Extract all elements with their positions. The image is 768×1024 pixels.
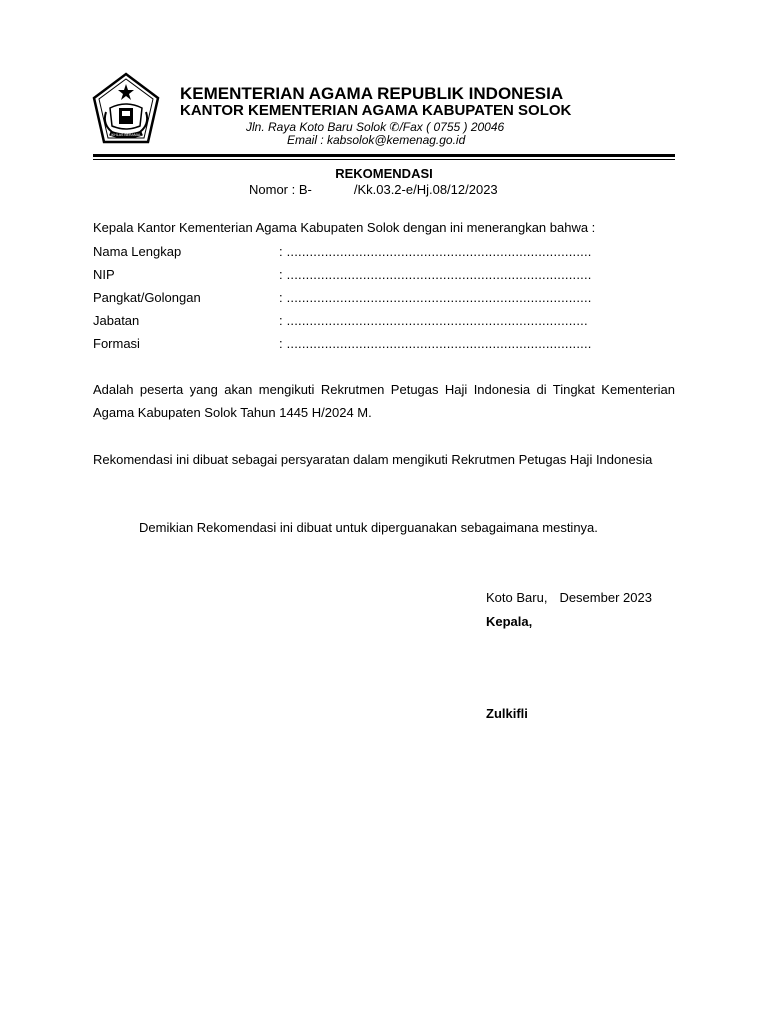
field-value-nip: : ................................................................................ xyxy=(279,267,592,282)
signature-name: Zulkifli xyxy=(486,706,528,721)
letterhead-divider-thin xyxy=(93,159,675,160)
ministry-name: KEMENTERIAN AGAMA REPUBLIK INDONESIA xyxy=(180,84,564,103)
field-label-name: Nama Lengkap xyxy=(93,244,182,259)
signature-position: Kepala, xyxy=(486,614,533,629)
field-value-rank: : ................................................................................ xyxy=(279,290,592,305)
document-number-prefix: Nomor : B- xyxy=(249,182,312,197)
signature-place-date xyxy=(486,590,652,605)
intro-text: Kepala Kantor Kementerian Agama Kabupaten Solok dengan ini menerangkan bahwa : xyxy=(93,220,596,235)
field-label-rank: Pangkat/Golongan xyxy=(93,290,201,305)
office-address: Jln. Raya Koto Baru Solok ✆/Fax ( 0755 ) 20046 xyxy=(246,120,505,134)
signature-place: Koto Baru, xyxy=(486,590,548,605)
purpose-statement: Rekomendasi ini dibuat sebagai persyaratan dalam mengikuti Rekrutmen Petugas Haji Indonesia xyxy=(93,452,653,467)
signature-date: Desember 2023 xyxy=(559,590,652,605)
field-label-formation: Formasi xyxy=(93,336,140,351)
field-label-position: Jabatan xyxy=(93,313,140,328)
office-email: Email : kabsolok@kemenag.go.id xyxy=(287,133,466,147)
participant-statement: Adalah peserta yang akan mengikuti Rekrutmen Petugas Haji Indonesia di Tingkat Kementerian Agama Kabupaten Solok Tahun 1445 H/2024 M. xyxy=(93,382,675,420)
office-name: KANTOR KEMENTERIAN AGAMA KABUPATEN SOLOK xyxy=(180,102,572,119)
letterhead-divider-thick xyxy=(93,154,675,157)
document-title: REKOMENDASI xyxy=(335,166,433,181)
field-value-formation: : ................................................................................ xyxy=(279,336,592,351)
field-value-name: : ................................................................................ xyxy=(279,244,592,259)
closing-statement: Demikian Rekomendasi ini dibuat untuk diperguanakan sebagaimana mestinya. xyxy=(139,520,598,535)
field-value-position: : ............................................................................... xyxy=(279,313,588,328)
document-number xyxy=(249,182,498,197)
logo-caption: IKHLAS BERAMAL xyxy=(110,133,142,137)
kemenag-emblem-icon xyxy=(92,72,160,146)
document-number-suffix: /Kk.03.2-e/Hj.08/12/2023 xyxy=(353,182,498,197)
field-label-nip: NIP xyxy=(93,267,115,282)
